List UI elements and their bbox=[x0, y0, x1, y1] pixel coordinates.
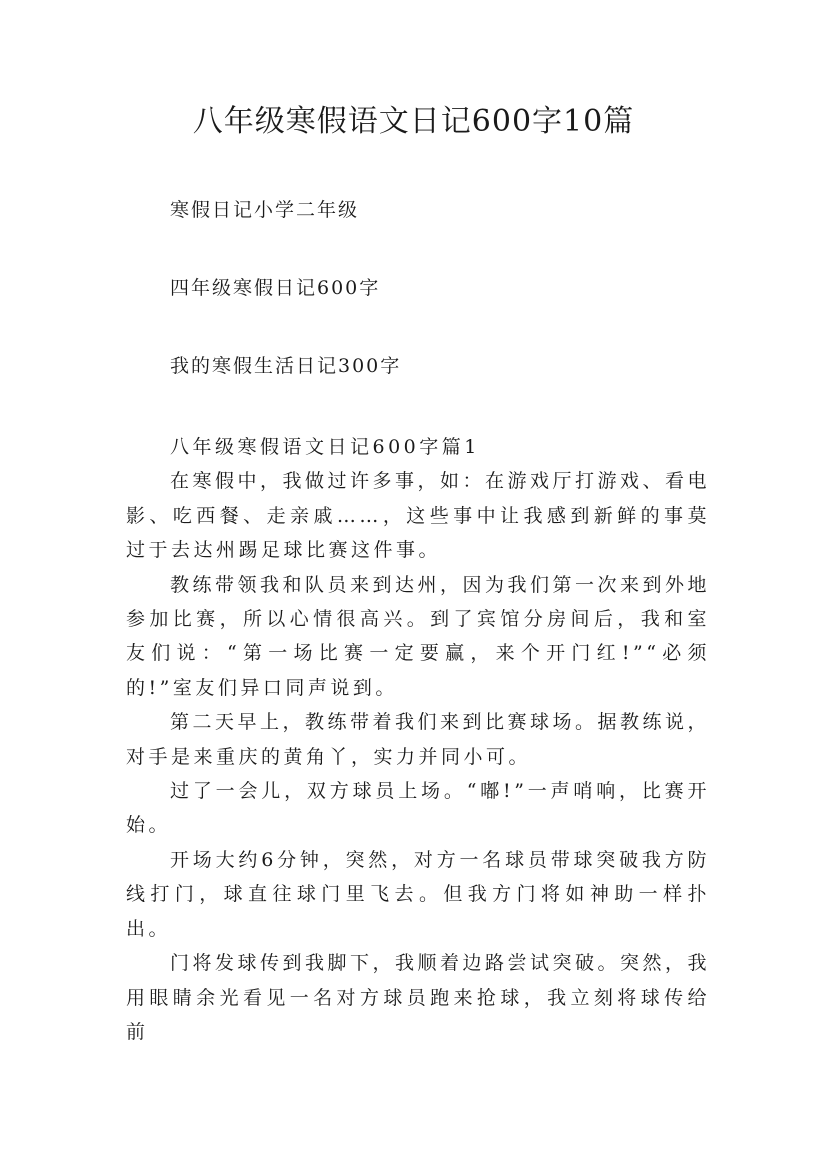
article-paragraph: 在寒假中，我做过许多事，如：在游戏厅打游戏、看电影、吃西餐、走亲戚……，这些事中让我感到新鲜的事莫过于去达州踢足球比赛这件事。 bbox=[126, 470, 711, 562]
document-title: 八年级寒假语文日记600字10篇 bbox=[192, 104, 635, 139]
article-body bbox=[126, 430, 710, 1049]
article-paragraph: 第二天早上，教练带着我们来到比赛球场。据教练说，对手是来重庆的黄角丫，实力并同小可。 bbox=[126, 711, 711, 768]
article-heading: 八年级寒假语文日记600字篇1 bbox=[170, 436, 480, 458]
article-paragraph: 教练带领我和队员来到达州，因为我们第一次来到外地参加比赛，所以心情很高兴。到了宾馆分房间后，我和室友们说：“第一场比赛一定要赢，来个开门红!”“必须的!”室友们异口同声说到。 bbox=[126, 573, 711, 699]
related-link-2[interactable]: 四年级寒假日记600字 bbox=[170, 277, 381, 299]
article-paragraph: 开场大约6分钟，突然，对方一名球员带球突破我方防线打门，球直往球门里飞去。但我方门将如神助一样扑出。 bbox=[126, 848, 710, 940]
article-paragraph: 门将发球传到我脚下，我顺着边路尝试突破。突然，我用眼睛余光看见一名对方球员跑来抢球，我立刻将球传给前 bbox=[126, 952, 711, 1043]
related-link-1[interactable]: 寒假日记小学二年级 bbox=[170, 199, 360, 221]
article-paragraph: 过了一会儿，双方球员上场。“嘟!”一声哨响，比赛开始。 bbox=[126, 780, 710, 837]
related-link-3[interactable]: 我的寒假生活日记300字 bbox=[170, 355, 402, 377]
